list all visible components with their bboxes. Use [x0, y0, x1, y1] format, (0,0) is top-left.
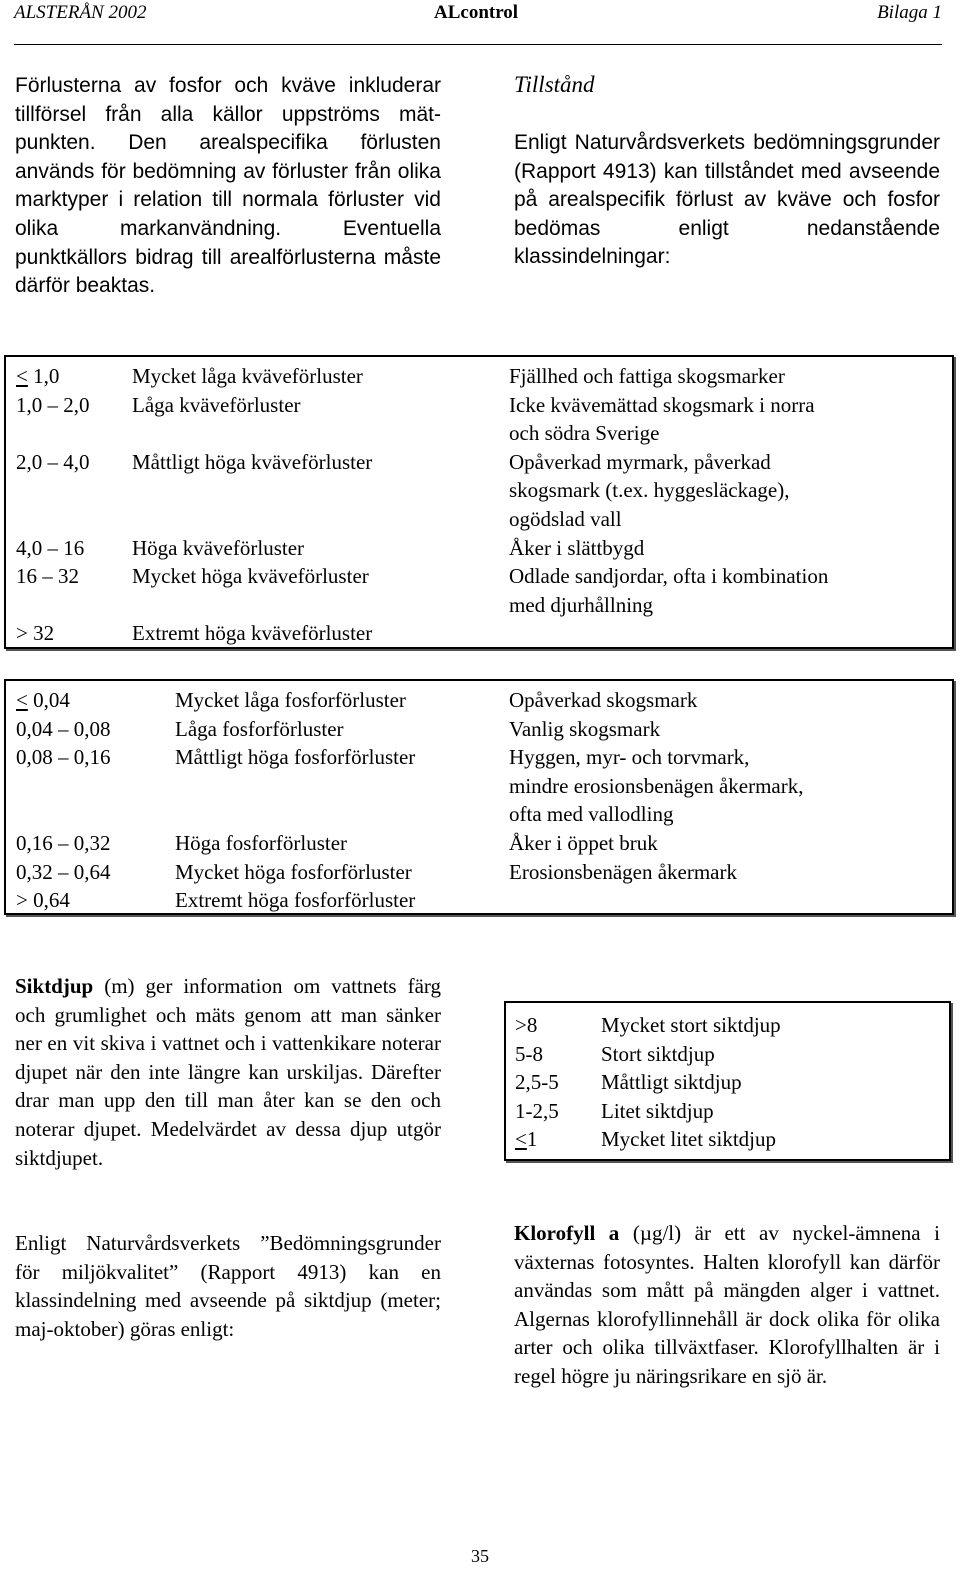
siktdjup-row-range: [515, 1125, 537, 1154]
phosphorus-row-range: [16, 686, 70, 715]
header-right: Bilaga 1: [877, 2, 942, 23]
siktdjup-bold: Siktdjup: [15, 974, 94, 998]
tillstand-heading: Tillstånd: [514, 72, 595, 97]
phosphorus-row-range: [16, 886, 70, 915]
klorofyll-bold: Klorofyll a: [514, 1221, 620, 1245]
nitrogen-row-range-symbol: <: [16, 364, 28, 388]
phosphorus-row-description: Opåverkad skogsmark: [509, 688, 698, 712]
header-center: ALcontrol: [434, 2, 519, 23]
nitrogen-row-range: [16, 619, 54, 648]
nitrogen-row-range: [16, 391, 90, 420]
nitrogen-row-range-value: 16 – 32: [16, 564, 79, 589]
nitrogen-row-range-value: 2,0 – 4,0: [16, 449, 90, 474]
siktdjup-row-class: Litet siktdjup: [601, 1098, 714, 1123]
nitrogen-row-class: Låga kväveförluster: [132, 392, 301, 417]
siktdjup-row-range: [515, 1040, 543, 1069]
phosphorus-row-range: [16, 858, 111, 887]
nitrogen-row-range-value: > 32: [16, 621, 55, 646]
intro-paragraph: Förlusterna av fosfor och kväve inkluderar tillförsel från alla källor uppströms mät-punkten. Den arealspecifika förlusten används för bedömning av förluster från olika marktyper i relation till normala förluster vid olika markanvändning. Eventuella punktkällors bidrag till arealförlusterna måste därför beaktas.: [15, 74, 441, 298]
siktdjup-row-range-value: 1: [526, 1127, 538, 1152]
nitrogen-row-description: ogödslad vall: [509, 507, 622, 531]
nitrogen-row-class: Extremt höga kväveförluster: [132, 621, 373, 646]
phosphorus-row-description: Erosionsbenägen åkermark: [509, 859, 737, 884]
nitrogen-row-description: med djurhållning: [509, 592, 654, 617]
nitrogen-row-range-value: 1,0: [27, 364, 60, 388]
nitrogen-row-description: Fjällhed och fattiga skogsmarker: [509, 364, 785, 388]
siktdjup-text: (m) ger information om vattnets färg och grumlighet och mäts genom att man sänker ner en vit skiva i vattnet och i vattenkikare noterar djupet när den inte längre kan urskiljas. Därefter drar man upp den till man åter kan se den och noterar djupet. Medelvärdet av dessa djup utgör siktdjupet.: [15, 974, 441, 1170]
phosphorus-row-range: [16, 829, 111, 858]
nitrogen-row-class: Höga kväveförluster: [132, 535, 305, 560]
phosphorus-row-class: Mycket höga fosforförluster: [175, 859, 412, 884]
klorofyll-text: (µg/l) är ett av nyckel-ämnena i växternas fotosyntes. Halten klorofyll kan därför användas som mått på mängden alger i vattnet. Algernas klorofyllinnehåll är dock olika för olika arter och olika tillväxtfaser. Klorofyllhalten är i regel högre ju näringsrikare en sjö är.: [514, 1221, 940, 1388]
phosphorus-row-description: Åker i öppet bruk: [509, 831, 658, 855]
nitrogen-row-description: Opåverkad myrmark, påverkad: [509, 449, 771, 474]
nitrogen-row-description: Åker i slättbygd: [509, 535, 645, 560]
phosphorus-loss-table: [4, 679, 954, 915]
nitrogen-row-class: Mycket låga kväveförluster: [132, 364, 363, 388]
siktdjup-paragraph: [15, 972, 441, 1172]
nitrogen-row-range: [16, 362, 59, 391]
siktdjup-row-range-value: 1-2,5: [515, 1098, 559, 1123]
nitrogen-row-range-value: 4,0 – 16: [16, 535, 85, 560]
nitrogen-row-range: [16, 534, 84, 563]
siktdjup-reference: Enligt Naturvårdsverkets ”Bedömningsgrunder för miljökvalitet” (Rapport 4913) kan en klassindelning med avseende på siktdjup (meter; maj-oktober) göras enligt:: [15, 1231, 441, 1341]
phosphorus-row-range-symbol: <: [16, 688, 28, 712]
nitrogen-row-range: [16, 448, 90, 477]
siktdjup-row-class: Måttligt siktdjup: [601, 1070, 742, 1095]
nitrogen-row-class: Mycket höga kväveförluster: [132, 564, 369, 589]
tillstand-paragraph: Enligt Naturvårdsverkets bedömningsgrunder (Rapport 4913) kan tillståndet med avseende på arealspecifik förlust av kväve och fosfor bedömas enligt nedanstående klassindelningar:: [514, 131, 940, 269]
phosphorus-row-range-value: 0,04: [27, 688, 70, 712]
header-left: ALSTERÅN 2002: [14, 2, 147, 23]
phosphorus-row-description: Vanlig skogsmark: [509, 716, 661, 741]
phosphorus-row-range-value: > 0,64: [16, 888, 70, 913]
siktdjup-row-range: [515, 1011, 537, 1040]
phosphorus-row-range-value: 0,32 – 0,64: [16, 859, 111, 884]
nitrogen-row-description: skogsmark (t.ex. hyggesläckage),: [509, 478, 790, 503]
phosphorus-row-class: Extremt höga fosforförluster: [175, 888, 416, 913]
siktdjup-table: [504, 1001, 951, 1161]
page-header: [14, 0, 942, 45]
klorofyll-paragraph: [514, 1219, 940, 1391]
nitrogen-row-range: [16, 562, 79, 591]
nitrogen-row-class: Måttligt höga kväveförluster: [132, 449, 373, 474]
phosphorus-row-range-value: 0,04 – 0,08: [16, 716, 111, 741]
phosphorus-row-description: mindre erosionsbenägen åkermark,: [509, 773, 804, 798]
phosphorus-row-range-value: 0,08 – 0,16: [16, 745, 111, 770]
phosphorus-row-class: Måttligt höga fosforförluster: [175, 745, 416, 770]
phosphorus-row-class: Höga fosforförluster: [175, 831, 348, 855]
phosphorus-row-description: Hyggen, myr- och torvmark,: [509, 745, 750, 770]
phosphorus-row-class: Låga fosforförluster: [175, 716, 344, 741]
nitrogen-row-description: och södra Sverige: [509, 421, 660, 446]
siktdjup-row-class: Stort siktdjup: [601, 1041, 715, 1066]
nitrogen-loss-table: [4, 355, 954, 649]
nitrogen-row-description: Odlade sandjordar, ofta i kombination: [509, 564, 829, 589]
nitrogen-row-description: Icke kvävemättad skogsmark i norra: [509, 392, 815, 417]
siktdjup-row-range: [515, 1068, 559, 1097]
siktdjup-row-range-value: 5-8: [515, 1041, 543, 1066]
phosphorus-row-description: ofta med vallodling: [509, 802, 674, 827]
phosphorus-row-range-value: 0,16 – 0,32: [16, 831, 111, 855]
siktdjup-row-class: Mycket stort siktdjup: [601, 1013, 781, 1037]
siktdjup-row-range-value: 2,5-5: [515, 1070, 559, 1095]
page-number: 35: [471, 1546, 489, 1566]
phosphorus-row-range: [16, 715, 111, 744]
siktdjup-row-range: [515, 1097, 559, 1126]
siktdjup-row-range-value: >8: [515, 1013, 538, 1037]
siktdjup-row-range-symbol: <: [515, 1127, 527, 1152]
siktdjup-row-class: Mycket litet siktdjup: [601, 1127, 776, 1152]
phosphorus-row-range: [16, 743, 111, 772]
nitrogen-row-range-value: 1,0 – 2,0: [16, 392, 90, 417]
phosphorus-row-class: Mycket låga fosforförluster: [175, 688, 406, 712]
